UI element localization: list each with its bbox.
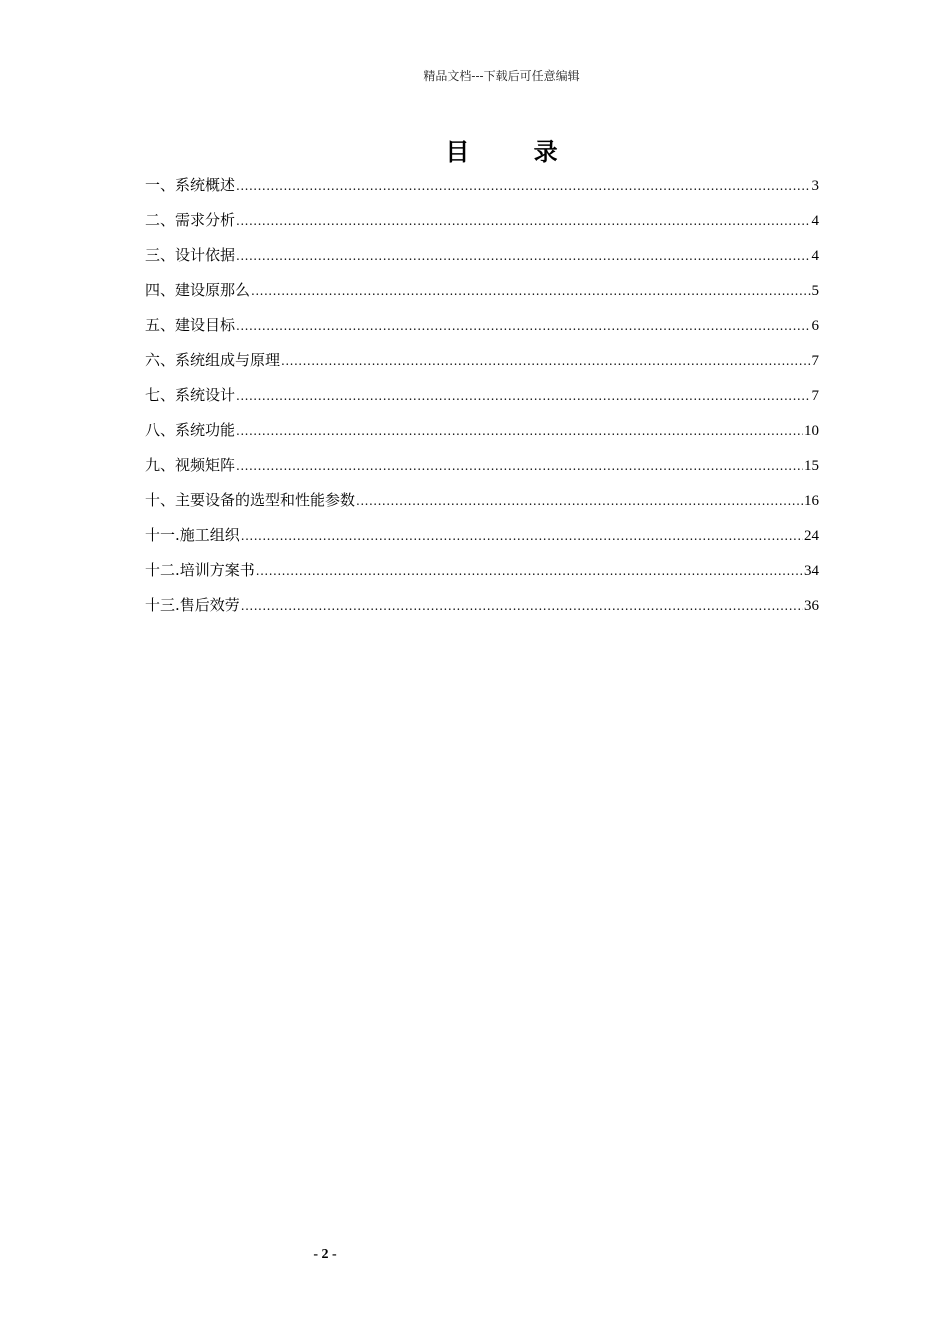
toc-entry[interactable] bbox=[145, 453, 819, 488]
toc-dot-leader bbox=[236, 244, 810, 268]
toc-dot-leader bbox=[241, 524, 803, 548]
toc-entry-label: 六、系统组成与原理 bbox=[145, 351, 281, 369]
toc-entry-page: 24 bbox=[804, 528, 819, 544]
page-number: - 2 - bbox=[313, 1247, 337, 1262]
toc-title: 目 录 bbox=[445, 137, 586, 166]
toc-entry-page: 10 bbox=[804, 423, 819, 439]
toc-dot-leader bbox=[236, 314, 810, 338]
toc-entry-label: 四、建设原那么 bbox=[145, 281, 251, 299]
toc-entry-page: 16 bbox=[804, 493, 819, 509]
toc-entry-label: 五、建设目标 bbox=[145, 316, 236, 334]
document-header-note: 精品文档---下载后可任意编辑 bbox=[423, 69, 580, 83]
toc-list bbox=[145, 173, 819, 628]
toc-entry[interactable] bbox=[145, 173, 819, 208]
toc-entry-page: 7 bbox=[811, 388, 819, 404]
toc-entry-label: 十二.培训方案书 bbox=[145, 561, 255, 579]
toc-dot-leader bbox=[236, 174, 810, 198]
toc-entry-page: 34 bbox=[804, 563, 819, 579]
toc-entry-label: 二、需求分析 bbox=[145, 211, 236, 229]
toc-entry-label: 八、系统功能 bbox=[145, 421, 236, 439]
toc-entry-label: 三、设计依据 bbox=[145, 246, 236, 264]
toc-entry-label: 九、视频矩阵 bbox=[145, 456, 236, 474]
toc-entry[interactable] bbox=[145, 208, 819, 243]
toc-entry-page: 5 bbox=[811, 283, 819, 299]
toc-entry[interactable] bbox=[145, 243, 819, 278]
toc-entry[interactable] bbox=[145, 278, 819, 313]
toc-entry-page: 36 bbox=[804, 598, 819, 614]
toc-entry-page: 7 bbox=[811, 353, 819, 369]
toc-entry-label: 七、系统设计 bbox=[145, 386, 236, 404]
toc-entry-label: 十一.施工组织 bbox=[145, 526, 240, 544]
toc-entry[interactable] bbox=[145, 348, 819, 383]
toc-dot-leader bbox=[236, 209, 810, 233]
toc-entry[interactable] bbox=[145, 593, 819, 628]
toc-dot-leader bbox=[241, 594, 803, 618]
toc-entry-page: 6 bbox=[811, 318, 819, 334]
toc-entry-label: 十三.售后效劳 bbox=[145, 596, 240, 614]
toc-entry-page: 4 bbox=[811, 248, 819, 264]
toc-entry[interactable] bbox=[145, 383, 819, 418]
toc-entry-page: 15 bbox=[804, 458, 819, 474]
toc-dot-leader bbox=[256, 559, 803, 583]
toc-dot-leader bbox=[281, 349, 810, 373]
toc-entry[interactable] bbox=[145, 313, 819, 348]
toc-entry[interactable] bbox=[145, 418, 819, 453]
toc-entry-label: 十、主要设备的选型和性能参数 bbox=[145, 491, 356, 509]
toc-entry[interactable] bbox=[145, 558, 819, 593]
toc-dot-leader bbox=[356, 489, 803, 513]
toc-entry[interactable] bbox=[145, 523, 819, 558]
toc-dot-leader bbox=[236, 384, 810, 408]
toc-entry[interactable] bbox=[145, 488, 819, 523]
toc-entry-page: 3 bbox=[811, 178, 819, 194]
toc-entry-page: 4 bbox=[811, 213, 819, 229]
toc-dot-leader bbox=[236, 419, 803, 443]
toc-dot-leader bbox=[251, 279, 810, 303]
toc-dot-leader bbox=[236, 454, 803, 478]
toc-entry-label: 一、系统概述 bbox=[145, 176, 236, 194]
